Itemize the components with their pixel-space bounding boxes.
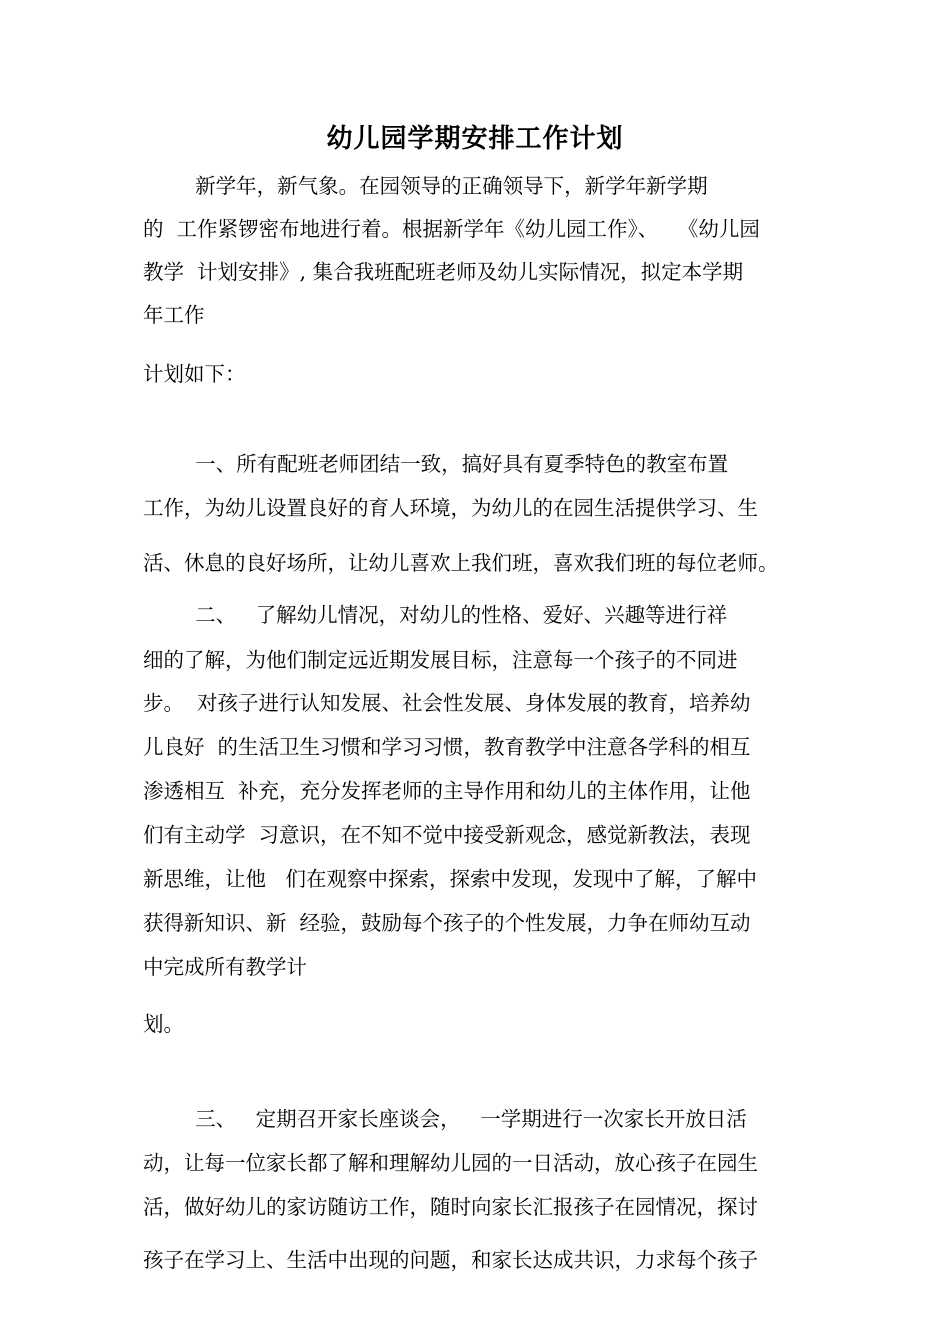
paragraph-line: 获得新知识、新 经验，鼓励每个孩子的个性发展，力争在师幼互动 [143,911,751,935]
paragraph-line: 细的了解，为他们制定远近期发展目标，注意每一个孩子的不同进 [143,648,738,672]
paragraph-line: 划。 [143,1012,184,1036]
paragraph-line: 活、休息的良好场所，让幼儿喜欢上我们班，喜欢我们班的每位老师。 [143,551,779,575]
paragraph-line: 年工作 [143,303,205,327]
paragraph-line: 渗透相互 补充，充分发挥老师的主导作用和幼儿的主体作用，让他 [143,779,751,803]
paragraph-line: 孩子在学习上、生活中出现的问题，和家长达成共识，力求每个孩子 [143,1248,758,1272]
paragraph-line: 儿良好 的生活卫生习惯和学习习惯，教育教学中注意各学科的相互 [143,735,751,759]
paragraph-line: 二、 了解幼儿情况，对幼儿的性格、爱好、兴趣等进行祥 [143,603,728,627]
paragraph-line: 的 工作紧锣密布地进行着。根据新学年《幼儿园工作》、 《幼儿园 [143,217,760,241]
paragraph-line: 新思维，让他 们在观察中探索，探索中发现，发现中了解，了解中 [143,867,758,891]
paragraph-line: 工作，为幼儿设置良好的育人环境，为幼儿的在园生活提供学习、生 [143,496,758,520]
paragraph-line: 步。 对孩子进行认知发展、社会性发展、身体发展的教育，培养幼 [143,691,751,715]
paragraph-line: 计划如下： [143,362,246,386]
paragraph-line: 新学年，新气象。在园领导的正确领导下，新学年新学期 [143,174,708,198]
paragraph-line: 活，做好幼儿的家访随访工作，随时向家长汇报孩子在园情况，探讨 [143,1195,758,1219]
paragraph-line: 动，让每一位家长都了解和理解幼儿园的一日活动，放心孩子在园生 [143,1151,758,1175]
document-title: 幼儿园学期安排工作计划 [326,124,624,154]
paragraph-line: 中完成所有教学计 [143,955,307,979]
paragraph-line: 们有主动学 习意识，在不知不觉中接受新观念，感觉新教法，表现 [143,823,751,847]
paragraph-line: 三、 定期召开家长座谈会， 一学期进行一次家长开放日活 [143,1107,747,1131]
paragraph-line: 一、所有配班老师团结一致，搞好具有夏季特色的教室布置 [143,452,729,476]
paragraph-line: 教学 计划安排》, 集合我班配班老师及幼儿实际情况，拟定本学期 [143,260,744,284]
